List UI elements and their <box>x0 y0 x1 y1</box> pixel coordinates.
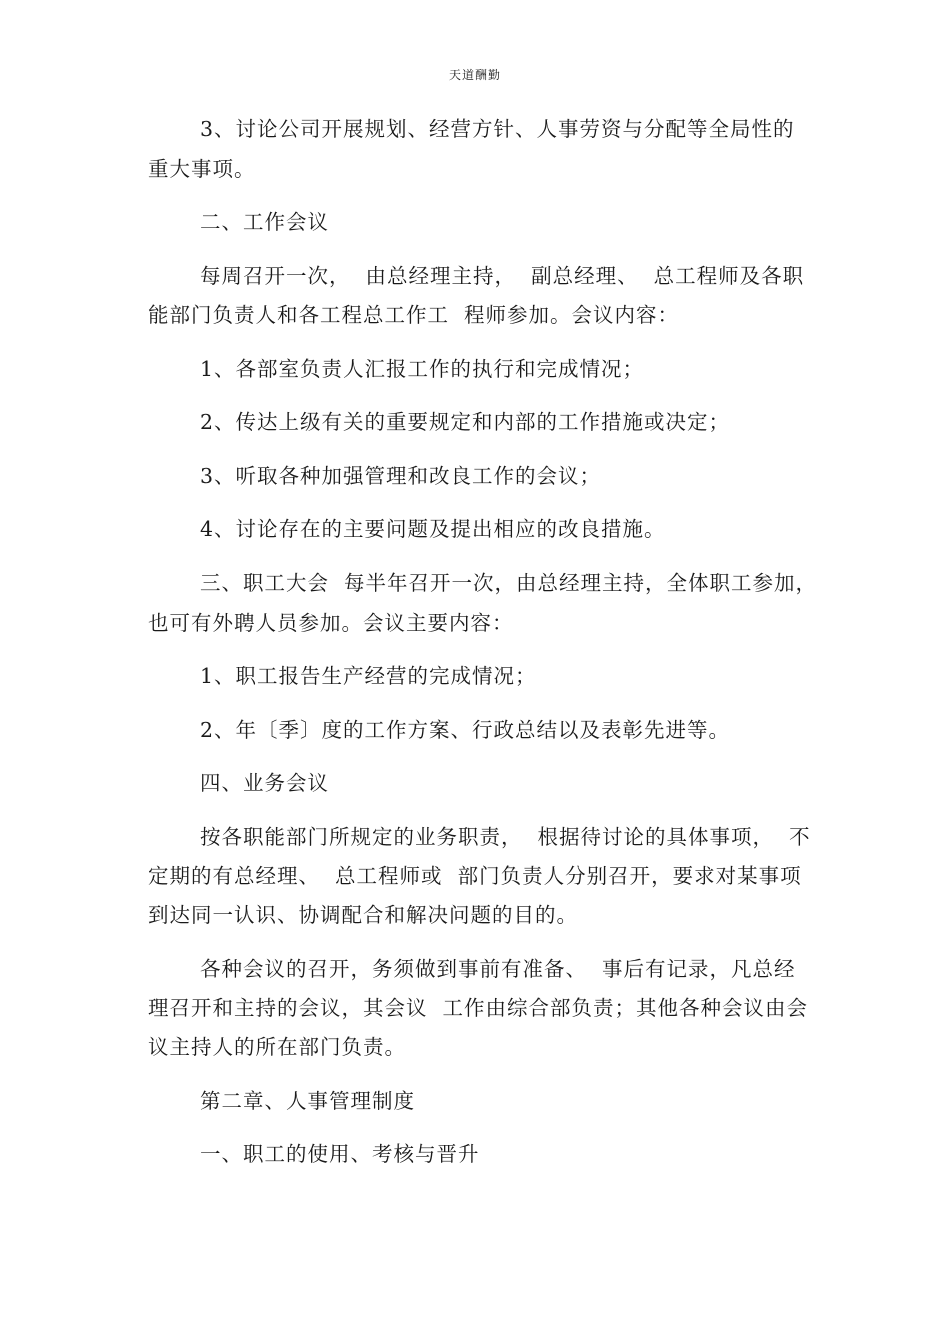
paragraph-line: 定期的有总经理、 总工程师或 部门负责人分别召开，要求对某事项 <box>148 864 802 888</box>
section-heading: 二、工作会议 <box>200 210 329 234</box>
paragraph-line: 重大事项。 <box>148 157 256 181</box>
list-item: 1、职工报告生产经营的完成情况； <box>200 664 537 688</box>
paragraph-line: 理召开和主持的会议，其会议 工作由综合部负责；其他各种会议由会 <box>148 996 809 1020</box>
chapter-heading: 第二章、人事管理制度 <box>200 1089 415 1113</box>
section-heading: 四、业务会议 <box>200 771 329 795</box>
paragraph-line: 能部门负责人和各工程总工作工 程师参加。会议内容： <box>148 303 680 327</box>
paragraph-line: 到达同一认识、协调配合和解决问题的目的。 <box>148 903 578 927</box>
paragraph-line: 也可有外聘人员参加。会议主要内容： <box>148 611 514 635</box>
page-header: 天道酬勤 <box>448 68 501 82</box>
paragraph-line: 3、讨论公司开展规划、经营方针、人事劳资与分配等全局性的 <box>200 117 795 141</box>
paragraph-line: 每周召开一次， 由总经理主持， 副总经理、 总工程师及各职 <box>200 264 805 288</box>
list-item: 3、听取各种加强管理和改良工作的会议； <box>200 464 602 488</box>
section-heading: 一、职工的使用、考核与晋升 <box>200 1142 480 1166</box>
list-item: 1、各部室负责人汇报工作的执行和完成情况； <box>200 357 645 381</box>
list-item: 2、年〔季〕度的工作方案、行政总结以及表彰先进等。 <box>200 718 731 742</box>
list-item: 2、传达上级有关的重要规定和内部的工作措施或决定； <box>200 410 731 434</box>
paragraph-line: 三、职工大会 每半年召开一次，由总经理主持，全体职工参加， <box>200 571 818 595</box>
paragraph-line: 按各职能部门所规定的业务职责， 根据待讨论的具体事项， 不 <box>200 825 811 849</box>
paragraph-line: 议主持人的所在部门负责。 <box>148 1035 406 1059</box>
list-item: 4、讨论存在的主要问题及提出相应的改良措施。 <box>200 517 666 541</box>
paragraph-line: 各种会议的召开，务须做到事前有准备、 事后有记录，凡总经 <box>200 957 796 981</box>
